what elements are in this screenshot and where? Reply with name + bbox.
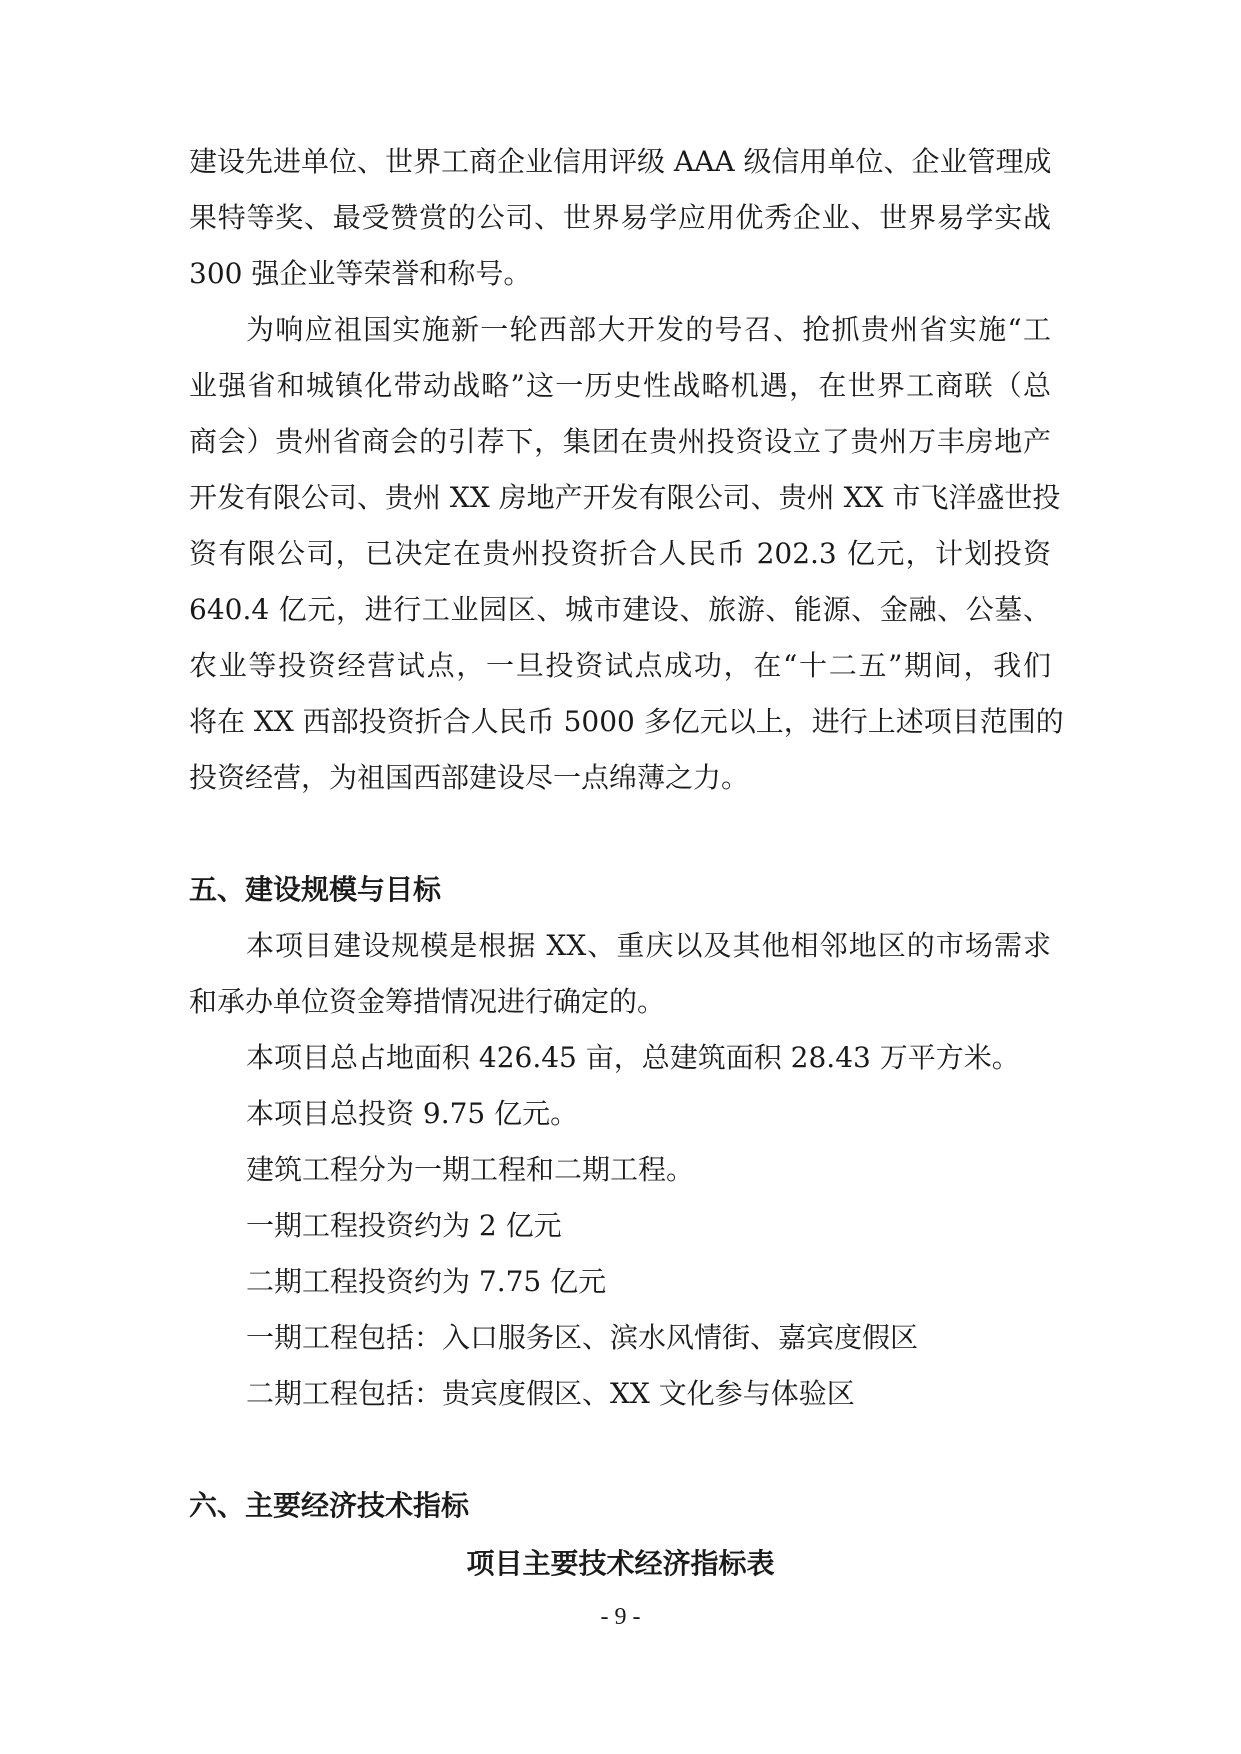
list-item: 本项目总占地面积 426.45 亩，总建筑面积 28.43 万平方米。 — [246, 1041, 1020, 1074]
list-item: 二期工程包括：贵宾度假区、XX 文化参与体验区 — [246, 1377, 855, 1410]
list-item: 二期工程投资约为 7.75 亿元 — [246, 1265, 607, 1298]
paragraph-line: 将在 XX 西部投资折合人民币 5000 多亿元以上，进行上述项目范围的 — [189, 705, 1064, 738]
paragraph-line: 资有限公司，已决定在贵州投资折合人民币 202.3 亿元，计划投资 — [189, 537, 1051, 570]
list-item: 建筑工程分为一期工程和二期工程。 — [246, 1153, 695, 1186]
section-heading: 六、主要经济技术指标 — [189, 1489, 470, 1522]
paragraph-line: 300 强企业等荣誉和称号。 — [189, 257, 532, 290]
paragraph-line: 本项目建设规模是根据 XX、重庆以及其他相邻地区的市场需求 — [246, 929, 1051, 962]
paragraph-line: 开发有限公司、贵州 XX 房地产开发有限公司、贵州 XX 市飞洋盛世投 — [189, 481, 1061, 514]
paragraph-line: 业强省和城镇化带动战略”这一历史性战略机遇，在世界工商联（总 — [189, 369, 1051, 402]
paragraph-line: 640.4 亿元，进行工业园区、城市建设、旅游、能源、金融、公墓、 — [189, 593, 1051, 626]
section-heading: 五、建设规模与目标 — [189, 873, 442, 906]
paragraph-line: 商会）贵州省商会的引荐下，集团在贵州投资设立了贵州万丰房地产 — [189, 425, 1051, 458]
list-item: 一期工程投资约为 2 亿元 — [246, 1209, 562, 1242]
paragraph-line: 投资经营，为祖国西部建设尽一点绵薄之力。 — [189, 761, 750, 794]
page-number: - 9 - — [600, 1604, 641, 1630]
paragraph-line: 果特等奖、最受赞赏的公司、世界易学应用优秀企业、世界易学实战 — [189, 201, 1051, 234]
paragraph-line: 和承办单位资金筹措情况进行确定的。 — [189, 985, 666, 1018]
paragraph-line: 农业等投资经营试点，一旦投资试点成功，在“十二五”期间，我们 — [189, 649, 1051, 682]
paragraph-line: 为响应祖国实施新一轮西部大开发的号召、抢抓贵州省实施“工 — [246, 313, 1051, 346]
list-item: 一期工程包括：入口服务区、滨水风情街、嘉宾度假区 — [246, 1321, 919, 1354]
list-item: 本项目总投资 9.75 亿元。 — [246, 1097, 579, 1130]
table-title: 项目主要技术经济指标表 — [466, 1547, 775, 1580]
paragraph-line: 建设先进单位、世界工商企业信用评级 AAA 级信用单位、企业管理成 — [189, 145, 1052, 178]
